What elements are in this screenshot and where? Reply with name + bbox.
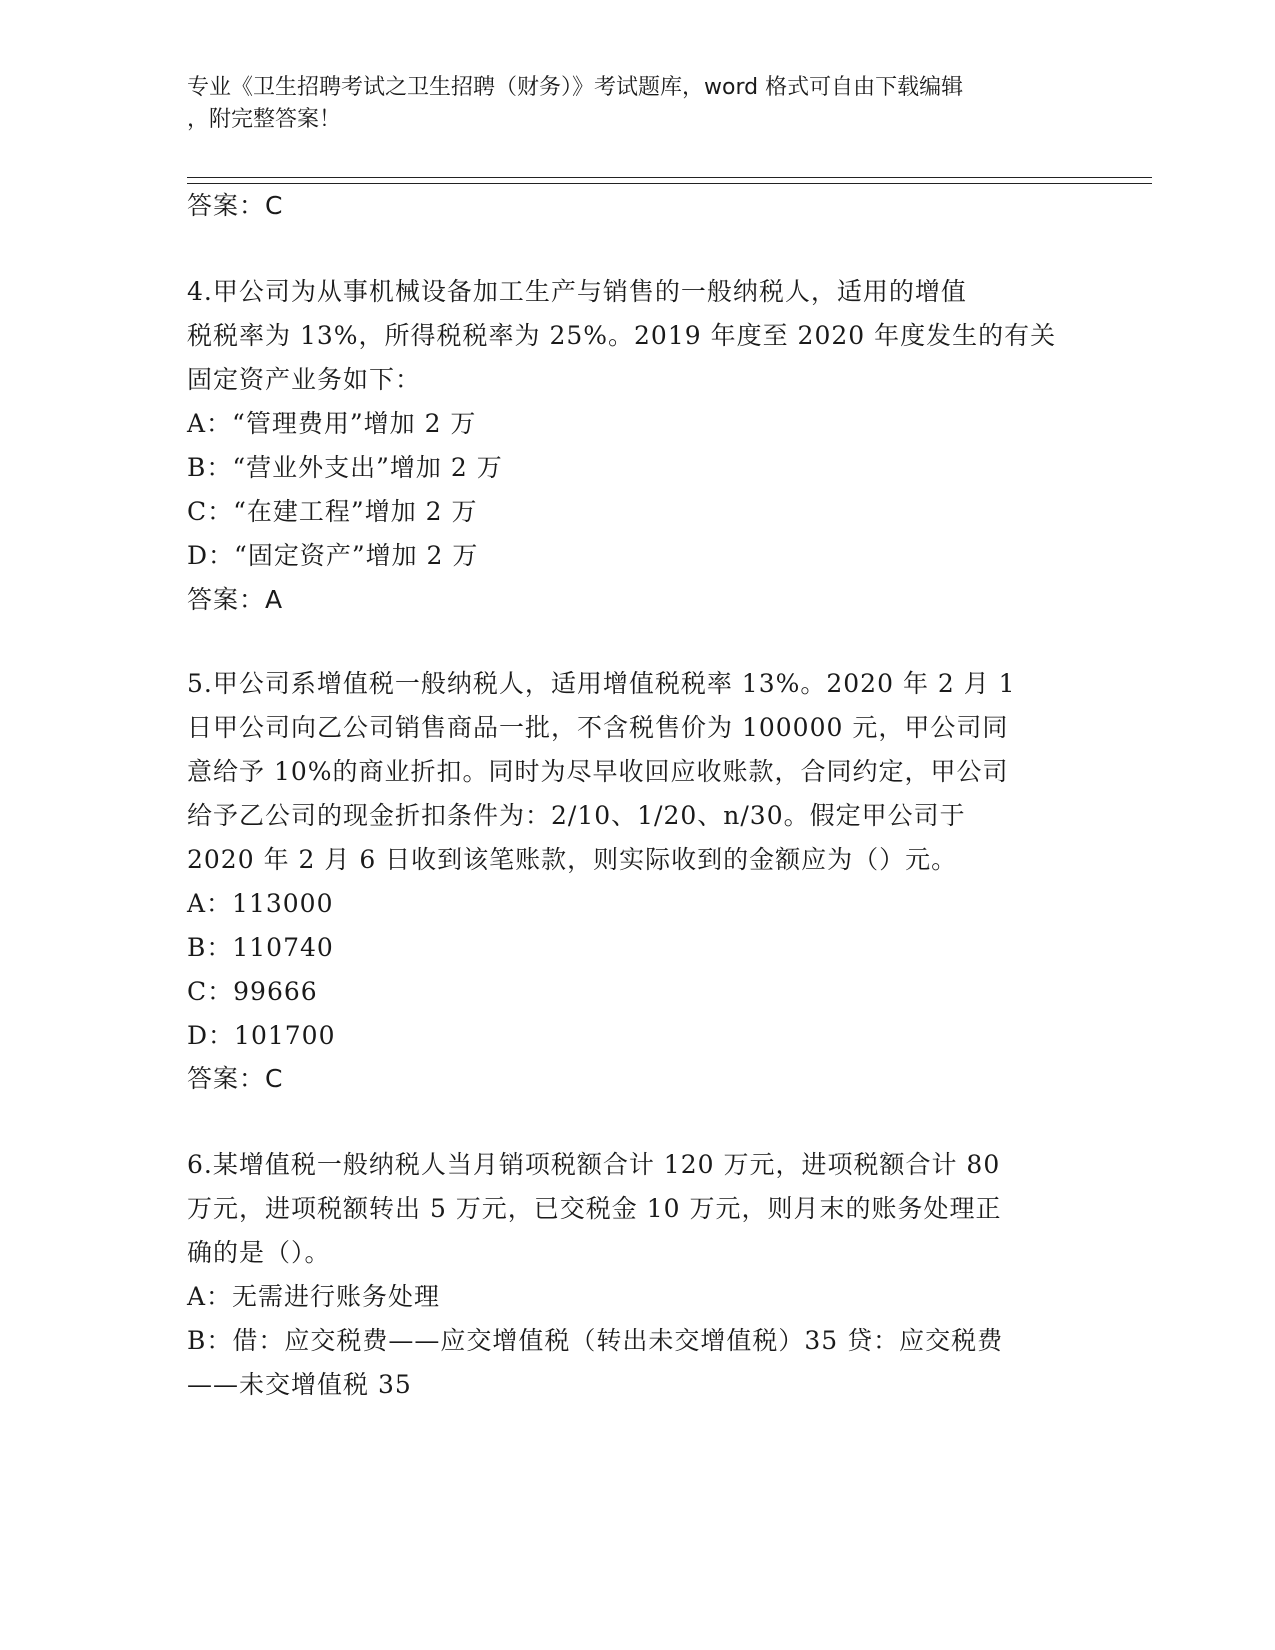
q4-option-b: B：“营业外支出”增加 2 万 (187, 453, 503, 482)
answer-q5: 答案：C (187, 1064, 284, 1093)
q5-stem-line-4: 给予乙公司的现金折扣条件为：2/10、1/20、n/30。假定甲公司于 (187, 801, 966, 830)
q5-option-d: D：101700 (187, 1021, 336, 1050)
q5-option-a: A：113000 (187, 889, 334, 918)
q6-stem-line-3: 确的是（）。 (187, 1238, 331, 1267)
q4-stem-line-3: 固定资产业务如下： (187, 365, 422, 394)
q6-option-b-continued: ——未交增值税 35 (187, 1370, 412, 1399)
header-rule-top (187, 177, 1152, 178)
q4-option-c: C：“在建工程”增加 2 万 (187, 497, 478, 526)
q5-option-c: C：99666 (187, 977, 318, 1006)
q6-option-b: B：借：应交税费——应交增值税（转出未交增值税）35 贷：应交税费 (187, 1326, 1004, 1355)
q4-stem-line-1: 4.甲公司为从事机械设备加工生产与销售的一般纳税人，适用的增值 (187, 277, 967, 306)
q6-stem-line-2: 万元，进项税额转出 5 万元，已交税金 10 万元，则月末的账务处理正 (187, 1194, 1002, 1223)
header-line-1: 专业《卫生招聘考试之卫生招聘（财务）》考试题库，word 格式可自由下载编辑 (187, 75, 964, 100)
q5-stem-line-3: 意给予 10%的商业折扣。同时为尽早收回应收账款，合同约定，甲公司 (187, 757, 1009, 786)
q4-option-a: A：“管理费用”增加 2 万 (187, 409, 477, 438)
header-line-2: ，附完整答案！ (187, 107, 342, 132)
q4-stem-line-2: 税税率为 13%，所得税税率为 25%。2019 年度至 2020 年度发生的有关 (187, 321, 1057, 350)
q5-option-b: B：110740 (187, 933, 334, 962)
q4-option-d: D：“固定资产”增加 2 万 (187, 541, 479, 570)
q5-stem-line-1: 5.甲公司系增值税一般纳税人，适用增值税税率 13%。2020 年 2 月 1 (187, 669, 1016, 698)
answer-q4: 答案：A (187, 585, 284, 614)
q6-stem-line-1: 6.某增值税一般纳税人当月销项税额合计 120 万元，进项税额合计 80 (187, 1150, 1001, 1179)
q6-option-a: A：无需进行账务处理 (187, 1282, 441, 1311)
page-header (187, 72, 1087, 136)
answer-q3: 答案：C (187, 191, 284, 220)
q5-stem-line-2: 日甲公司向乙公司销售商品一批，不含税售价为 100000 元，甲公司同 (187, 713, 1009, 742)
q5-stem-line-5: 2020 年 2 月 6 日收到该笔账款，则实际收到的金额应为（）元。 (187, 845, 958, 874)
header-rule-bottom (187, 183, 1152, 184)
